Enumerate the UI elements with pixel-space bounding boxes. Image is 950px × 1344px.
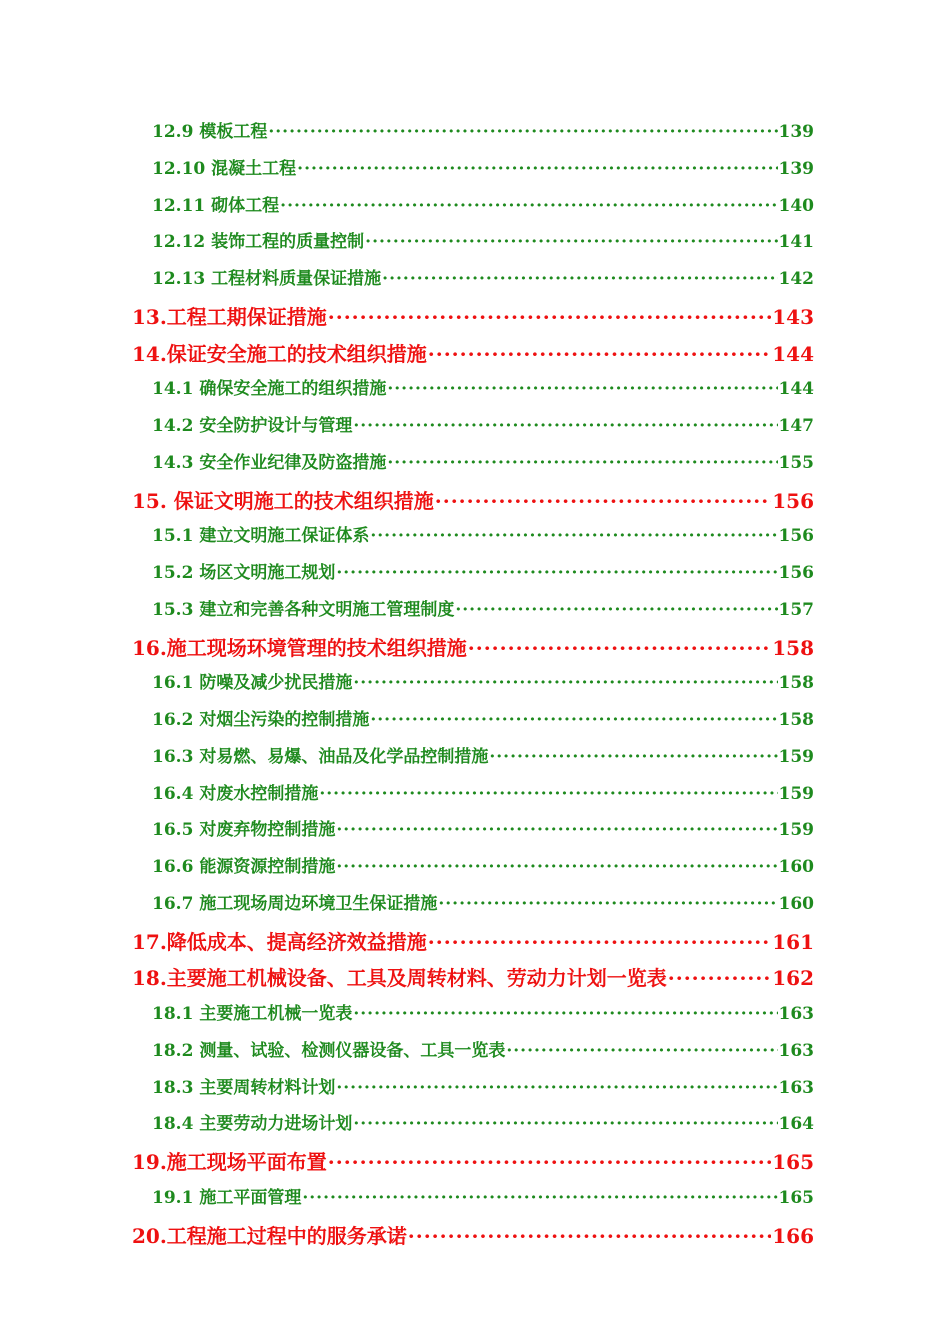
toc-page-number: 158 [778, 673, 814, 694]
toc-entry-title: 16.5 对废弃物控制措施 [152, 820, 336, 841]
toc-dot-leader [428, 342, 771, 366]
toc-dot-leader [297, 159, 777, 179]
toc-page-number: 156 [772, 488, 814, 513]
toc-entry-title: 16.4 对废水控制措施 [152, 783, 319, 804]
toc-page-number: 165 [778, 1187, 814, 1208]
toc-dot-leader [455, 600, 777, 620]
toc-dot-leader [382, 269, 777, 289]
toc-page-number: 157 [778, 599, 814, 620]
toc-entry-title: 18.3 主要周转材料计划 [152, 1077, 336, 1098]
toc-section-entry[interactable] [152, 264, 814, 294]
toc-page-number: 158 [778, 710, 814, 730]
toc-entry-title: 12.11 砌体工程 [152, 195, 280, 216]
toc-page-number: 144 [778, 379, 814, 400]
toc-chapter-entry[interactable] [132, 632, 814, 664]
toc-chapter-entry[interactable] [132, 962, 814, 994]
toc-section-entry[interactable] [152, 815, 814, 845]
toc-page-number: 164 [778, 1114, 814, 1135]
toc-entry-title: 20.工程施工过程中的服务承诺 [132, 1223, 407, 1248]
toc-section-entry[interactable] [152, 668, 814, 698]
toc-dot-leader [370, 710, 777, 730]
toc-page-number: 159 [778, 820, 814, 841]
toc-entry-title: 15. 保证文明施工的技术组织措施 [132, 488, 434, 513]
toc-entry-title: 14.保证安全施工的技术组织措施 [132, 341, 427, 366]
toc-entry-title: 16.施工现场环境管理的技术组织措施 [132, 635, 467, 660]
toc-dot-leader [268, 122, 777, 142]
toc-entry-title: 12.9 模板工程 [152, 122, 268, 142]
toc-page-number: 161 [772, 929, 814, 954]
toc-section-entry[interactable] [152, 448, 814, 478]
toc-section-entry[interactable] [152, 154, 814, 184]
toc-entry-title: 12.10 混凝土工程 [152, 158, 297, 179]
toc-page-number: 155 [778, 452, 814, 473]
toc-chapter-entry[interactable] [132, 301, 814, 333]
toc-dot-leader [435, 489, 771, 513]
toc-dot-leader [468, 636, 771, 660]
toc-section-entry[interactable] [152, 411, 814, 441]
toc-entry-title: 16.6 能源资源控制措施 [152, 857, 336, 877]
toc-page-number: 139 [778, 158, 814, 179]
toc-page-number: 165 [772, 1150, 814, 1174]
toc-section-entry[interactable] [152, 889, 814, 919]
toc-entry-title: 14.3 安全作业纪律及防盗措施 [152, 452, 387, 473]
toc-page-number: 160 [778, 893, 814, 914]
toc-page-number: 142 [778, 269, 814, 289]
toc-dot-leader [353, 1114, 777, 1134]
toc-entry-title: 16.2 对烟尘污染的控制措施 [152, 710, 370, 730]
toc-chapter-entry[interactable] [132, 1146, 814, 1178]
toc-page-number: 162 [772, 966, 814, 991]
toc-page-number: 166 [772, 1223, 814, 1248]
toc-section-entry[interactable] [152, 779, 814, 809]
toc-page-number: 143 [772, 304, 814, 329]
toc-section-entry[interactable] [152, 558, 814, 588]
toc-entry-title: 13.工程工期保证措施 [132, 304, 327, 329]
toc-dot-leader [365, 232, 777, 252]
toc-entry-title: 19.施工现场平面布置 [132, 1150, 327, 1174]
toc-page-number: 159 [778, 783, 814, 804]
toc-dot-leader [387, 453, 777, 473]
toc-entry-title: 19.1 施工平面管理 [152, 1187, 302, 1208]
toc-page-number: 147 [778, 416, 814, 436]
toc-entry-title: 17.降低成本、提高经济效益措施 [132, 929, 427, 954]
toc-dot-leader [387, 379, 777, 399]
toc-page-number: 163 [778, 1040, 814, 1061]
toc-chapter-entry[interactable] [132, 338, 814, 370]
toc-page-number: 163 [778, 1077, 814, 1098]
toc-page-number: 141 [778, 232, 814, 253]
toc-dot-leader [336, 1078, 777, 1098]
toc-section-entry[interactable] [152, 595, 814, 625]
toc-page-number: 160 [778, 857, 814, 877]
toc-chapter-entry[interactable] [132, 485, 814, 517]
toc-dot-leader [353, 1004, 777, 1024]
toc-dot-leader [336, 857, 777, 877]
toc-dot-leader [353, 416, 777, 436]
toc-page-number: 163 [778, 1004, 814, 1024]
toc-dot-leader [353, 673, 777, 693]
toc-section-entry[interactable] [152, 374, 814, 404]
toc-section-entry[interactable] [152, 521, 814, 551]
toc-page-number: 159 [778, 746, 814, 767]
toc-entry-title: 15.2 场区文明施工规划 [152, 563, 336, 583]
toc-dot-leader [408, 1224, 771, 1248]
toc-dot-leader [336, 563, 777, 583]
toc-dot-leader [438, 894, 777, 914]
toc-page-number: 144 [772, 341, 814, 366]
toc-entry-title: 18.主要施工机械设备、工具及周转材料、劳动力计划一览表 [132, 966, 667, 991]
toc-page-number: 139 [778, 122, 814, 142]
toc-chapter-entry[interactable] [132, 1220, 814, 1252]
toc-section-entry[interactable] [152, 117, 814, 147]
toc-dot-leader [280, 196, 777, 216]
toc-dot-leader [506, 1041, 777, 1061]
toc-entry-title: 16.7 施工现场周边环境卫生保证措施 [152, 893, 438, 914]
toc-entry-title: 18.2 测量、试验、检测仪器设备、工具一览表 [152, 1040, 506, 1061]
toc-section-entry[interactable] [152, 705, 814, 735]
toc-dot-leader [668, 966, 771, 990]
toc-dot-leader [328, 305, 771, 329]
toc-section-entry[interactable] [152, 191, 814, 221]
toc-dot-leader [336, 820, 777, 840]
toc-entry-title: 14.2 安全防护设计与管理 [152, 416, 353, 436]
toc-entry-title: 15.3 建立和完善各种文明施工管理制度 [152, 599, 455, 620]
toc-chapter-entry[interactable] [132, 926, 814, 958]
toc-entry-title: 12.13 工程材料质量保证措施 [152, 269, 382, 289]
toc-entry-title: 12.12 装饰工程的质量控制 [152, 232, 365, 253]
toc-section-entry[interactable] [152, 1036, 814, 1066]
toc-dot-leader [328, 1150, 771, 1174]
toc-entry-title: 16.3 对易燃、易爆、油品及化学品控制措施 [152, 746, 489, 767]
toc-page-number: 158 [772, 635, 814, 660]
toc-entry-title: 14.1 确保安全施工的组织措施 [152, 379, 387, 400]
toc-entry-title: 18.1 主要施工机械一览表 [152, 1004, 353, 1024]
toc-page-number: 140 [778, 195, 814, 216]
toc-section-entry[interactable] [152, 1109, 814, 1139]
toc-dot-leader [370, 526, 777, 546]
toc-dot-leader [489, 747, 777, 767]
toc-section-entry[interactable] [152, 852, 814, 882]
toc-dot-leader [428, 930, 771, 954]
toc-entry-title: 16.1 防噪及减少扰民措施 [152, 673, 353, 694]
toc-entry-title: 15.1 建立文明施工保证体系 [152, 526, 370, 547]
toc-page-number: 156 [778, 563, 814, 583]
toc-dot-leader [319, 784, 777, 804]
toc-entry-title: 18.4 主要劳动力进场计划 [152, 1114, 353, 1135]
toc-page-number: 156 [778, 526, 814, 547]
toc-section-entry[interactable] [152, 1073, 814, 1103]
toc-dot-leader [302, 1188, 777, 1208]
toc-section-entry[interactable] [152, 742, 814, 772]
toc-section-entry[interactable] [152, 227, 814, 257]
toc-section-entry[interactable] [152, 999, 814, 1029]
toc-section-entry[interactable] [152, 1183, 814, 1213]
